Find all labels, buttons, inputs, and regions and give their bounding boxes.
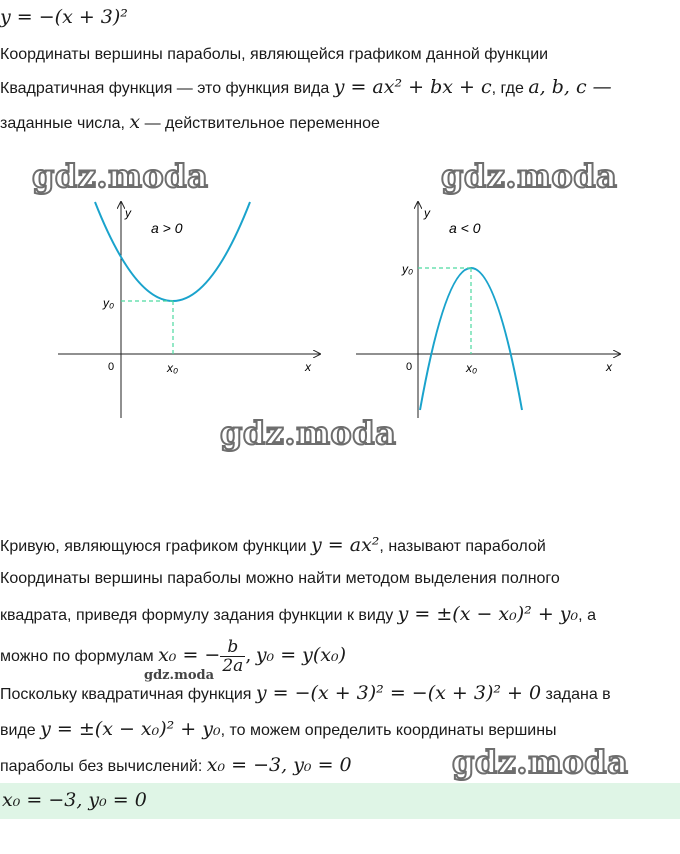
- answer-box: [0, 783, 680, 819]
- y-axis-label: y: [125, 206, 131, 220]
- watermark: gdz.moda: [452, 743, 629, 781]
- fraction-numerator: b: [220, 638, 245, 657]
- paragraph1-line3: [0, 111, 380, 135]
- condition-label: a > 0: [151, 220, 183, 236]
- graph-a-positive: [58, 202, 320, 418]
- y0-formula: y₀ = y(x₀): [255, 644, 347, 666]
- line4-prefix: можно по формулам: [0, 648, 154, 665]
- line5-prefix: Поскольку квадратичная функция: [0, 686, 252, 703]
- origin-label: 0: [406, 361, 413, 373]
- y0-label: y₀: [402, 262, 414, 276]
- line7-prefix: параболы без вычислений:: [0, 758, 203, 775]
- vertex-form-formula: y = ±(x − x₀)² + y₀: [397, 603, 579, 625]
- line1-prefix: Кривую, являющуюся графиком функции: [0, 538, 307, 555]
- paragraph1-line1: Координаты вершины параболы, являющейся графиком данной функции: [0, 46, 549, 63]
- x-axis-label: x: [305, 360, 311, 374]
- line3-suffix: — действительное переменное: [144, 115, 380, 132]
- line3-prefix: квадрата, приведя формулу задания функции к виду: [0, 607, 394, 624]
- condition-label: a < 0: [449, 220, 481, 236]
- line5-suffix: задана в: [545, 686, 611, 703]
- line6-suffix: то можем определить координаты вершины: [229, 722, 557, 739]
- header-formula: [0, 6, 128, 30]
- y0-label: y₀: [103, 296, 115, 310]
- function-formula: y = −(x + 3)²: [0, 6, 128, 28]
- watermark: gdz.moda: [32, 157, 209, 195]
- line2-suffix: где: [500, 80, 524, 97]
- origin-label: 0: [108, 361, 115, 373]
- vertex-coordinates: x₀ = −3, y₀ = 0: [206, 754, 352, 776]
- answer-formula: x₀ = −3, y₀ = 0: [2, 789, 147, 811]
- x0-formula: x₀ = −: [158, 644, 221, 666]
- var-x: x: [129, 111, 141, 133]
- paragraph2-line2: Координаты вершины параболы можно найти методом выделения полного: [0, 570, 560, 587]
- parabola-graphs: [0, 160, 680, 440]
- line1-suffix: называют параболой: [388, 538, 546, 555]
- paragraph2-line4: можно по формулам x₀ = − $\frac{b}{2a}$ , y₀ = y(x₀): [0, 637, 347, 677]
- watermark: gdz.moda: [220, 414, 397, 452]
- paragraph2-line1: Кривую, являющуюся графиком функции y = ax², называют параболой: [0, 534, 546, 556]
- paragraph1-line2: Квадратичная функция — это функция вида y = ax² + bx + c, где a, b, c —: [0, 76, 612, 98]
- x0-label: x₀: [167, 361, 179, 375]
- paragraph2-line3: квадрата, приведя формулу задания функции к виду y = ±(x − x₀)² + y₀, а: [0, 603, 596, 625]
- quadratic-formula: y = ax² + bx + c: [333, 76, 492, 98]
- x-axis-label: x: [606, 360, 612, 374]
- given-function-formula: y = −(x + 3)² = −(x + 3)² + 0: [255, 682, 542, 704]
- watermark-small: gdz.moda: [144, 668, 215, 683]
- fraction: [220, 638, 245, 675]
- vertex-form-formula: y = ±(x − x₀)² + y₀: [40, 718, 221, 740]
- line3-prefix: заданные числа,: [0, 115, 125, 132]
- coefficient-vars: a, b, c —: [528, 76, 612, 98]
- x0-label: x₀: [466, 361, 478, 375]
- parabola-up: [95, 202, 250, 301]
- watermark: gdz.moda: [441, 157, 618, 195]
- parabola-formula: y = ax²: [311, 534, 380, 556]
- y-axis-label: y: [424, 206, 430, 220]
- paragraph2-line6: виде y = ±(x − x₀)² + y₀, то можем определить координаты вершины: [0, 718, 557, 740]
- graph-a-negative: [356, 202, 620, 418]
- line3-suffix: а: [587, 607, 596, 624]
- line2-prefix: Квадратичная функция — это функция вида: [0, 80, 330, 97]
- paragraph2-line7: [0, 754, 352, 778]
- line6-prefix: виде: [0, 722, 36, 739]
- fraction-denominator: 2a: [222, 656, 244, 677]
- paragraph2-line5: [0, 682, 611, 706]
